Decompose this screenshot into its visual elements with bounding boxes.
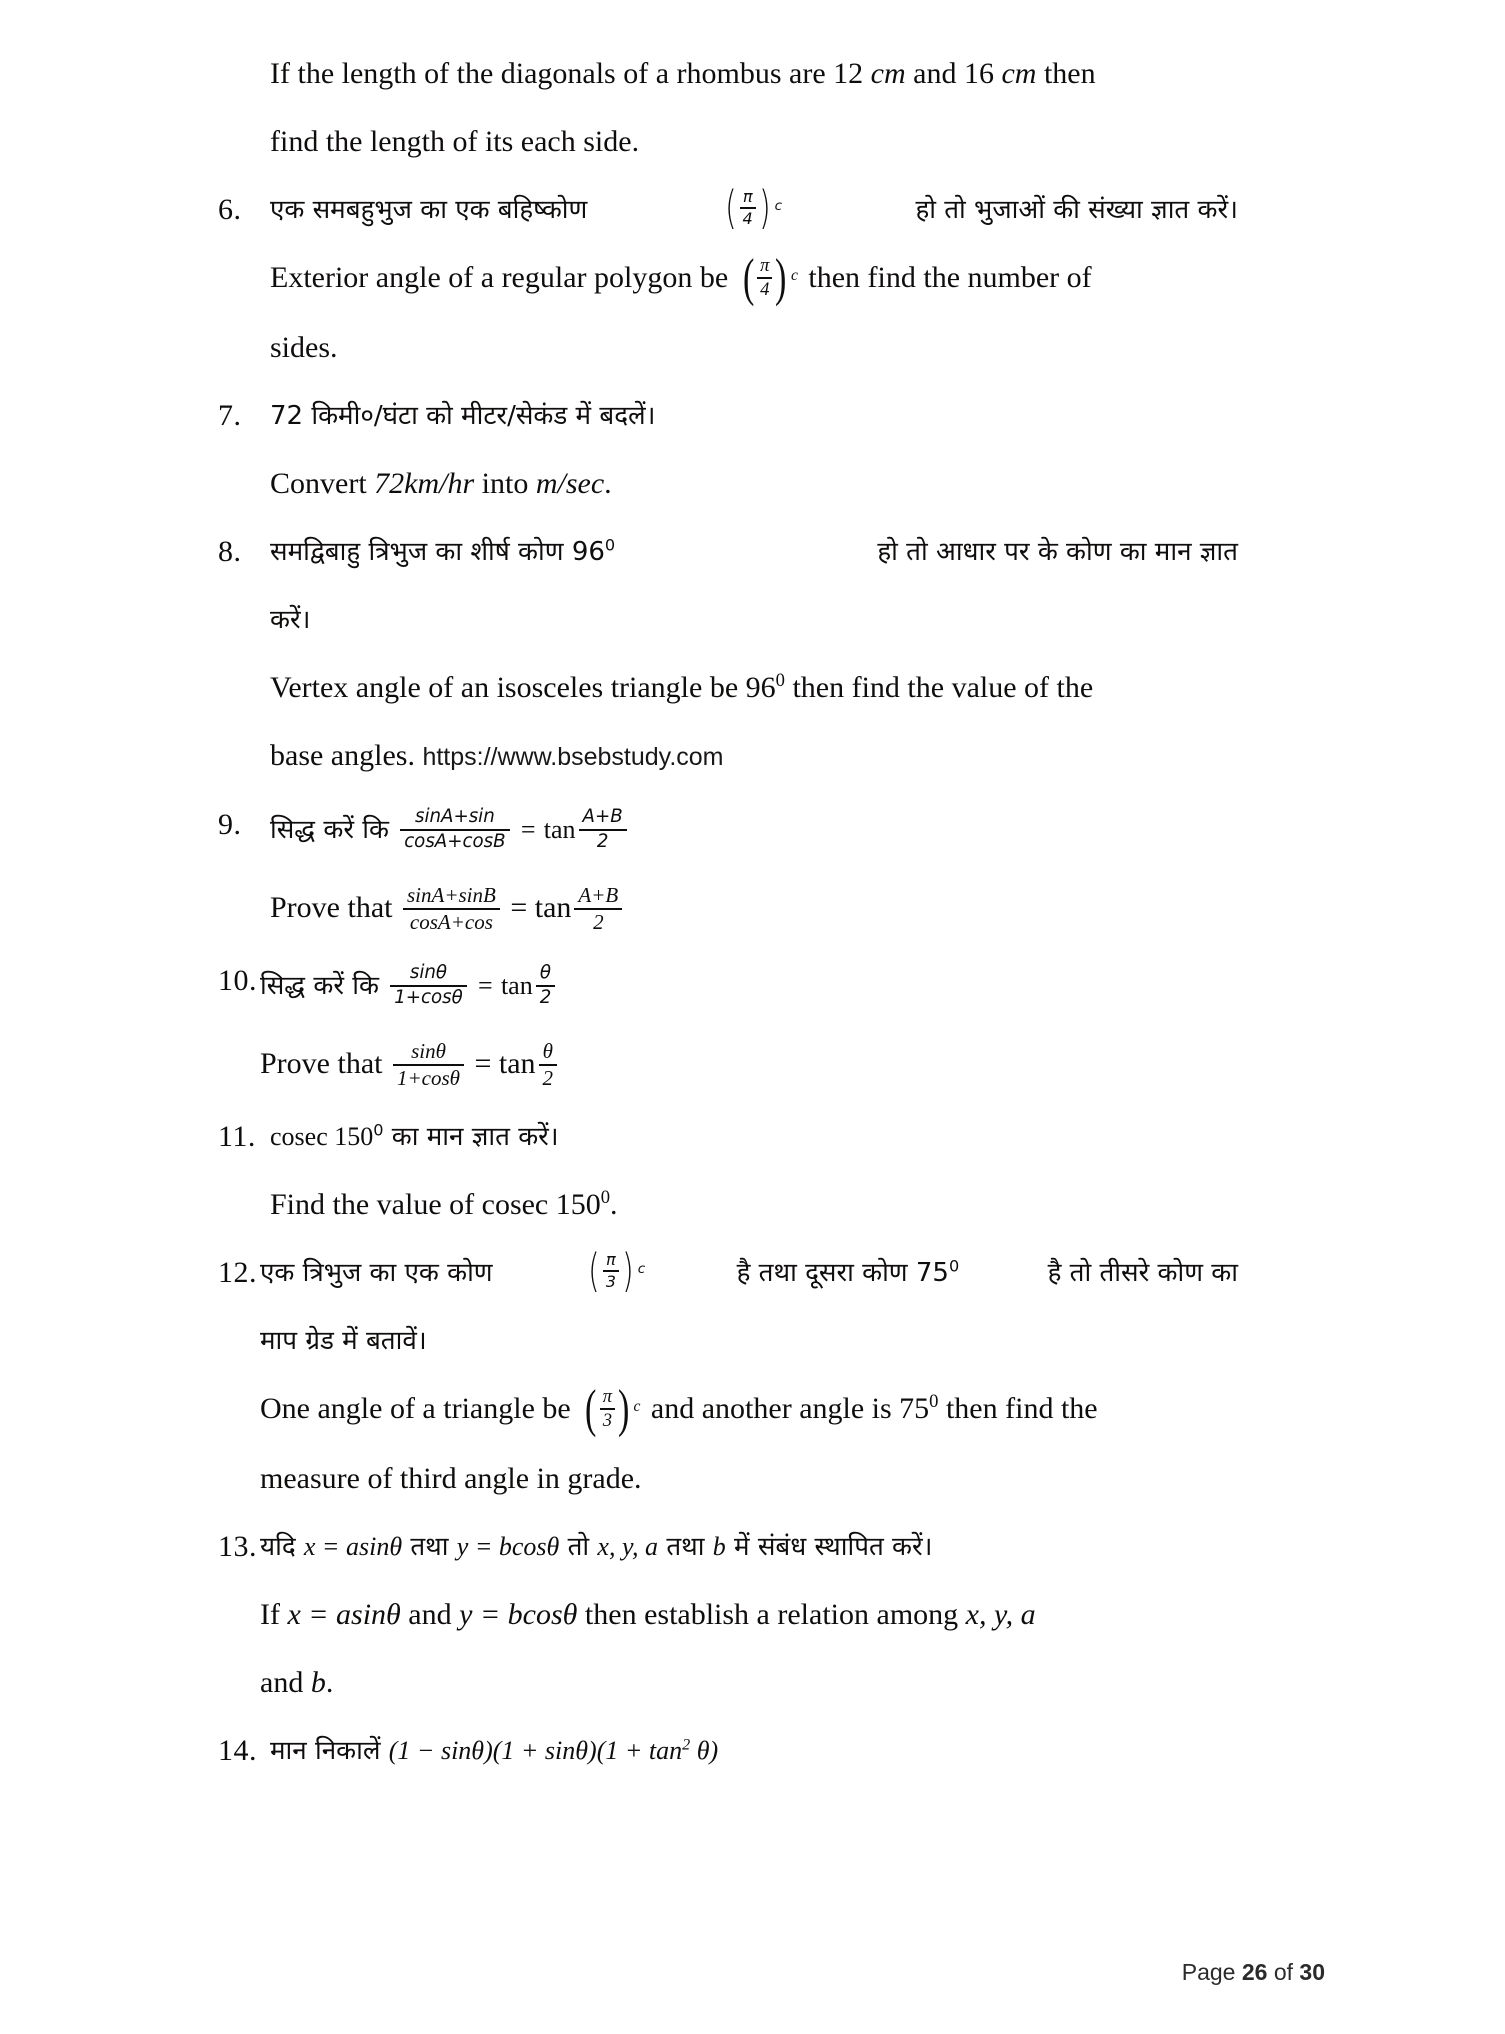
fraction-numerator: θ: [539, 962, 552, 984]
degree-superscript: 0: [929, 1391, 939, 1413]
question-12-english-line-1: [260, 1375, 1238, 1445]
question-13-hindi-p4: तथा: [666, 1532, 705, 1563]
question-11: [218, 1103, 1238, 1239]
question-13-math-3: x, y, a: [597, 1532, 659, 1562]
question-8-hindi-line-2: करें।: [270, 605, 311, 636]
question-6-number: 6.: [218, 193, 242, 226]
footer-current-page: 26: [1241, 1959, 1268, 1985]
question-7-english-post: .: [604, 467, 612, 501]
equals-sign: =: [474, 1047, 492, 1081]
question-12-hindi-line-2: माप ग्रेड में बतावें।: [260, 1326, 427, 1357]
question-14-hindi-pre: मान निकालें: [270, 1736, 381, 1767]
question-8: [218, 518, 1238, 791]
intro-line-2: find the length of its each side.: [270, 125, 640, 158]
question-6: [218, 176, 1238, 382]
fraction-denominator: 1+cosθ: [393, 1064, 464, 1091]
question-8-hindi-line-1: [270, 518, 1238, 586]
question-12-english-a3: then find the: [938, 1392, 1098, 1426]
question-13-math-1: x = asinθ: [303, 1532, 403, 1562]
fraction-denominator: 3: [600, 1408, 615, 1431]
question-6-english-line-1: [270, 244, 1238, 314]
question-6-hindi-line-1: [270, 176, 1238, 244]
pi-over-3-fraction-english: [582, 1375, 639, 1443]
watermark-url: https://www.bsebstudy.com: [422, 743, 724, 772]
fraction-denominator: 2: [536, 985, 556, 1008]
question-9-english-pre: Prove that: [270, 891, 393, 925]
footer-prefix: Page: [1181, 1959, 1242, 1985]
fraction-numerator: sinθ: [409, 962, 448, 984]
question-7: [218, 382, 1238, 518]
question-7-english-mid: into: [474, 467, 536, 501]
fraction-numerator: π: [606, 1250, 616, 1270]
fraction-denominator: 4: [740, 207, 756, 228]
question-8-hindi-a-text: समद्विबाहु त्रिभुज का शीर्ष कोण 96: [270, 537, 605, 568]
pi-over-4-fraction-english: [740, 244, 797, 312]
question-13-english-p1: If: [260, 1598, 288, 1632]
fraction-numerator: π: [760, 254, 770, 276]
question-10-hindi-pre: सिद्ध करें कि: [260, 971, 379, 1002]
question-7-math-1: 72km/hr: [374, 467, 475, 501]
left-paren: (: [585, 1379, 597, 1438]
page-footer: [1182, 1959, 1325, 1986]
rhs-fraction-hindi: [579, 807, 627, 852]
rhs-fraction-english: [574, 884, 622, 935]
fraction-numerator: A+B: [582, 806, 623, 828]
question-13-math-4: b: [712, 1532, 726, 1562]
question-14: [218, 1717, 1238, 1785]
question-13-english-p3: then establish a relation among: [577, 1598, 966, 1632]
question-9-number: 9.: [218, 808, 242, 842]
right-paren: ): [622, 1244, 634, 1297]
question-9: [218, 791, 1238, 947]
question-8-english-a-rest: then find the value of the: [784, 671, 1094, 705]
page-content: [218, 40, 1238, 1785]
question-12-english-line-2: measure of third angle in grade.: [260, 1462, 642, 1496]
question-6-english-a: Exterior angle of a regular polygon be: [270, 261, 729, 294]
question-13-english-math-2: y = bcosθ: [459, 1598, 578, 1632]
question-12: [218, 1239, 1238, 1513]
question-7-english: [270, 450, 1238, 518]
intro-line-1-end: then: [1036, 57, 1096, 90]
question-13-english-math-3: x, y, a: [965, 1598, 1036, 1632]
question-12-hindi-line-1: [260, 1239, 1238, 1307]
question-14-hindi: [270, 1717, 1238, 1785]
fraction-power: c: [790, 267, 798, 285]
right-paren: ): [775, 248, 787, 307]
fraction-denominator: 2: [539, 1064, 558, 1091]
question-13-english-b-math: b: [310, 1666, 326, 1700]
fraction-denominator: 4: [757, 277, 772, 300]
question-13-english-p2: and: [400, 1598, 460, 1632]
question-12-english-a2: and another angle is 75: [650, 1392, 930, 1426]
fraction-denominator: 1+cosθ: [390, 985, 467, 1008]
question-8-english-b: base angles.: [270, 739, 415, 773]
footer-total-pages: 30: [1299, 1959, 1325, 1985]
fraction-numerator: π: [742, 187, 753, 207]
intro-unit-1: cm: [870, 57, 906, 90]
fraction-power: c: [633, 1398, 641, 1416]
right-paren: ): [618, 1379, 630, 1438]
question-9-hindi: [270, 791, 1238, 869]
fraction-power: c: [774, 198, 782, 214]
question-10-hindi: [260, 947, 1238, 1025]
rhs-fraction-hindi: [536, 963, 556, 1008]
question-14-number: 14.: [218, 1734, 257, 1768]
question-10-english-pre: Prove that: [260, 1047, 383, 1081]
degree-superscript: 0: [600, 1187, 611, 1209]
exponent-superscript: 2: [682, 1736, 691, 1754]
question-13-english-b-p1: and: [260, 1666, 311, 1700]
question-6-hindi-b: हो तो भुजाओं की संख्या ज्ञात करें।: [915, 195, 1238, 225]
question-9-english: [270, 869, 1238, 947]
question-12-hindi-a3: है तो तीसरे कोण का: [1047, 1258, 1238, 1289]
rhs-fraction-english: [539, 1040, 558, 1091]
pi-over-3-fraction-hindi: [585, 1237, 644, 1305]
fraction-numerator: sinθ: [411, 1038, 446, 1063]
degree-superscript: 0: [775, 670, 785, 692]
question-8-hindi-a-rest: हो तो आधार पर के कोण का मान ज्ञात: [877, 537, 1238, 568]
fraction-denominator: cosA+cos: [403, 908, 500, 935]
question-13-hindi-p5: में संबंध स्थापित करें।: [734, 1532, 933, 1563]
question-13-number: 13.: [218, 1530, 257, 1564]
question-7-math-2: m/sec: [535, 467, 605, 501]
left-paren: (: [742, 248, 755, 307]
lhs-fraction-english: [393, 1040, 464, 1091]
fraction-numerator: θ: [542, 1038, 553, 1063]
left-paren: (: [588, 1244, 600, 1297]
intro-line-1-text: If the length of the diagonals of a rhombus are 12: [270, 57, 871, 90]
degree-superscript: 0: [604, 535, 616, 555]
question-10-english: [260, 1025, 1238, 1103]
question-7-english-pre: Convert: [270, 467, 375, 501]
footer-middle: of: [1267, 1959, 1300, 1985]
tan-label: tan: [500, 971, 533, 1001]
lhs-fraction-hindi: [390, 963, 467, 1008]
tan-label: tan: [498, 1047, 536, 1081]
question-12-number: 12.: [218, 1256, 257, 1290]
question-13-english-math-1: x = asinθ: [287, 1598, 401, 1632]
question-11-hindi-pre: cosec 150: [270, 1122, 374, 1152]
question-12-hindi-a1: एक त्रिभुज का एक कोण: [260, 1258, 493, 1289]
question-12-hindi-a2: [737, 1239, 960, 1307]
question-8-english-line-2: [270, 722, 1238, 791]
question-7-number: 7.: [218, 399, 242, 433]
question-13-hindi-p3: तो: [567, 1532, 590, 1563]
question-10-number: 10.: [218, 964, 257, 998]
question-7-hindi: 72 किमी०/घंटा को मीटर/सेकंड में बदलें।: [270, 401, 656, 432]
question-9-hindi-pre: सिद्ध करें कि: [270, 815, 389, 846]
equals-sign: =: [478, 971, 493, 1001]
degree-superscript: 0: [373, 1120, 384, 1140]
fraction-denominator: 2: [574, 908, 622, 935]
lhs-fraction-english: [403, 884, 500, 935]
question-11-number: 11.: [218, 1120, 256, 1154]
question-11-english: [270, 1171, 1238, 1239]
pi-over-4-fraction-hindi: [722, 174, 781, 242]
question-6-english-line-2: sides.: [270, 331, 338, 365]
question-6-hindi-a: एक समबहुभुज का एक बहिष्कोण: [270, 195, 588, 225]
fraction-power: c: [637, 1261, 646, 1278]
fraction-numerator: A+B: [578, 882, 619, 907]
equals-sign: =: [520, 815, 536, 845]
question-13-math-2: y = bcosθ: [456, 1532, 560, 1562]
question-8-hindi-a: [270, 518, 615, 586]
right-paren: ): [758, 180, 771, 234]
intro-line-1-mid: and 16: [905, 57, 1002, 90]
left-paren: (: [724, 180, 737, 234]
question-8-number: 8.: [218, 535, 242, 569]
fraction-numerator: sinA+sinB: [406, 882, 496, 907]
question-6-english-b: then find the number of: [808, 261, 1092, 294]
degree-superscript: 0: [948, 1256, 960, 1276]
intro-unit-2: cm: [1001, 57, 1037, 90]
question-10: [218, 947, 1238, 1103]
question-13-english-b-p2: .: [325, 1666, 334, 1700]
equals-sign: =: [510, 891, 528, 925]
lhs-fraction-hindi: [400, 807, 509, 852]
fraction-denominator: cosA+cosB: [400, 829, 509, 852]
fraction-numerator: π: [602, 1385, 613, 1407]
question-13-english-line-2: [260, 1649, 1238, 1717]
question-13-english-line-1: [260, 1581, 1238, 1649]
fraction-numerator: sinA+sin: [414, 806, 495, 828]
question-14-math: (1 − sinθ)(1 + sinθ)(1 + tan: [388, 1736, 683, 1766]
question-11-english-post: .: [610, 1188, 618, 1222]
intro-line-1: [218, 40, 1238, 108]
question-13-hindi-p1: यदि: [260, 1532, 296, 1563]
question-13-hindi: [260, 1513, 1238, 1581]
question-12-english-a1: One angle of a triangle be: [260, 1392, 571, 1426]
question-11-english-pre: Find the value of cosec 150: [270, 1188, 601, 1222]
question-11-hindi: [270, 1103, 1238, 1171]
question-12-hindi-a2-text: है तथा दूसरा कोण 75: [736, 1258, 949, 1289]
question-8-english-a: Vertex angle of an isosceles triangle be 96: [270, 671, 776, 705]
question-14-math-post: θ): [690, 1736, 719, 1766]
tan-label: tan: [543, 815, 576, 845]
question-13: [218, 1513, 1238, 1717]
question-11-hindi-post: का मान ज्ञात करें।: [391, 1122, 559, 1153]
fraction-denominator: 3: [603, 1270, 619, 1291]
tan-label: tan: [534, 891, 572, 925]
question-8-english-line-1: [270, 654, 1238, 722]
question-13-hindi-p2: तथा: [410, 1532, 449, 1563]
fraction-denominator: 2: [579, 829, 627, 852]
